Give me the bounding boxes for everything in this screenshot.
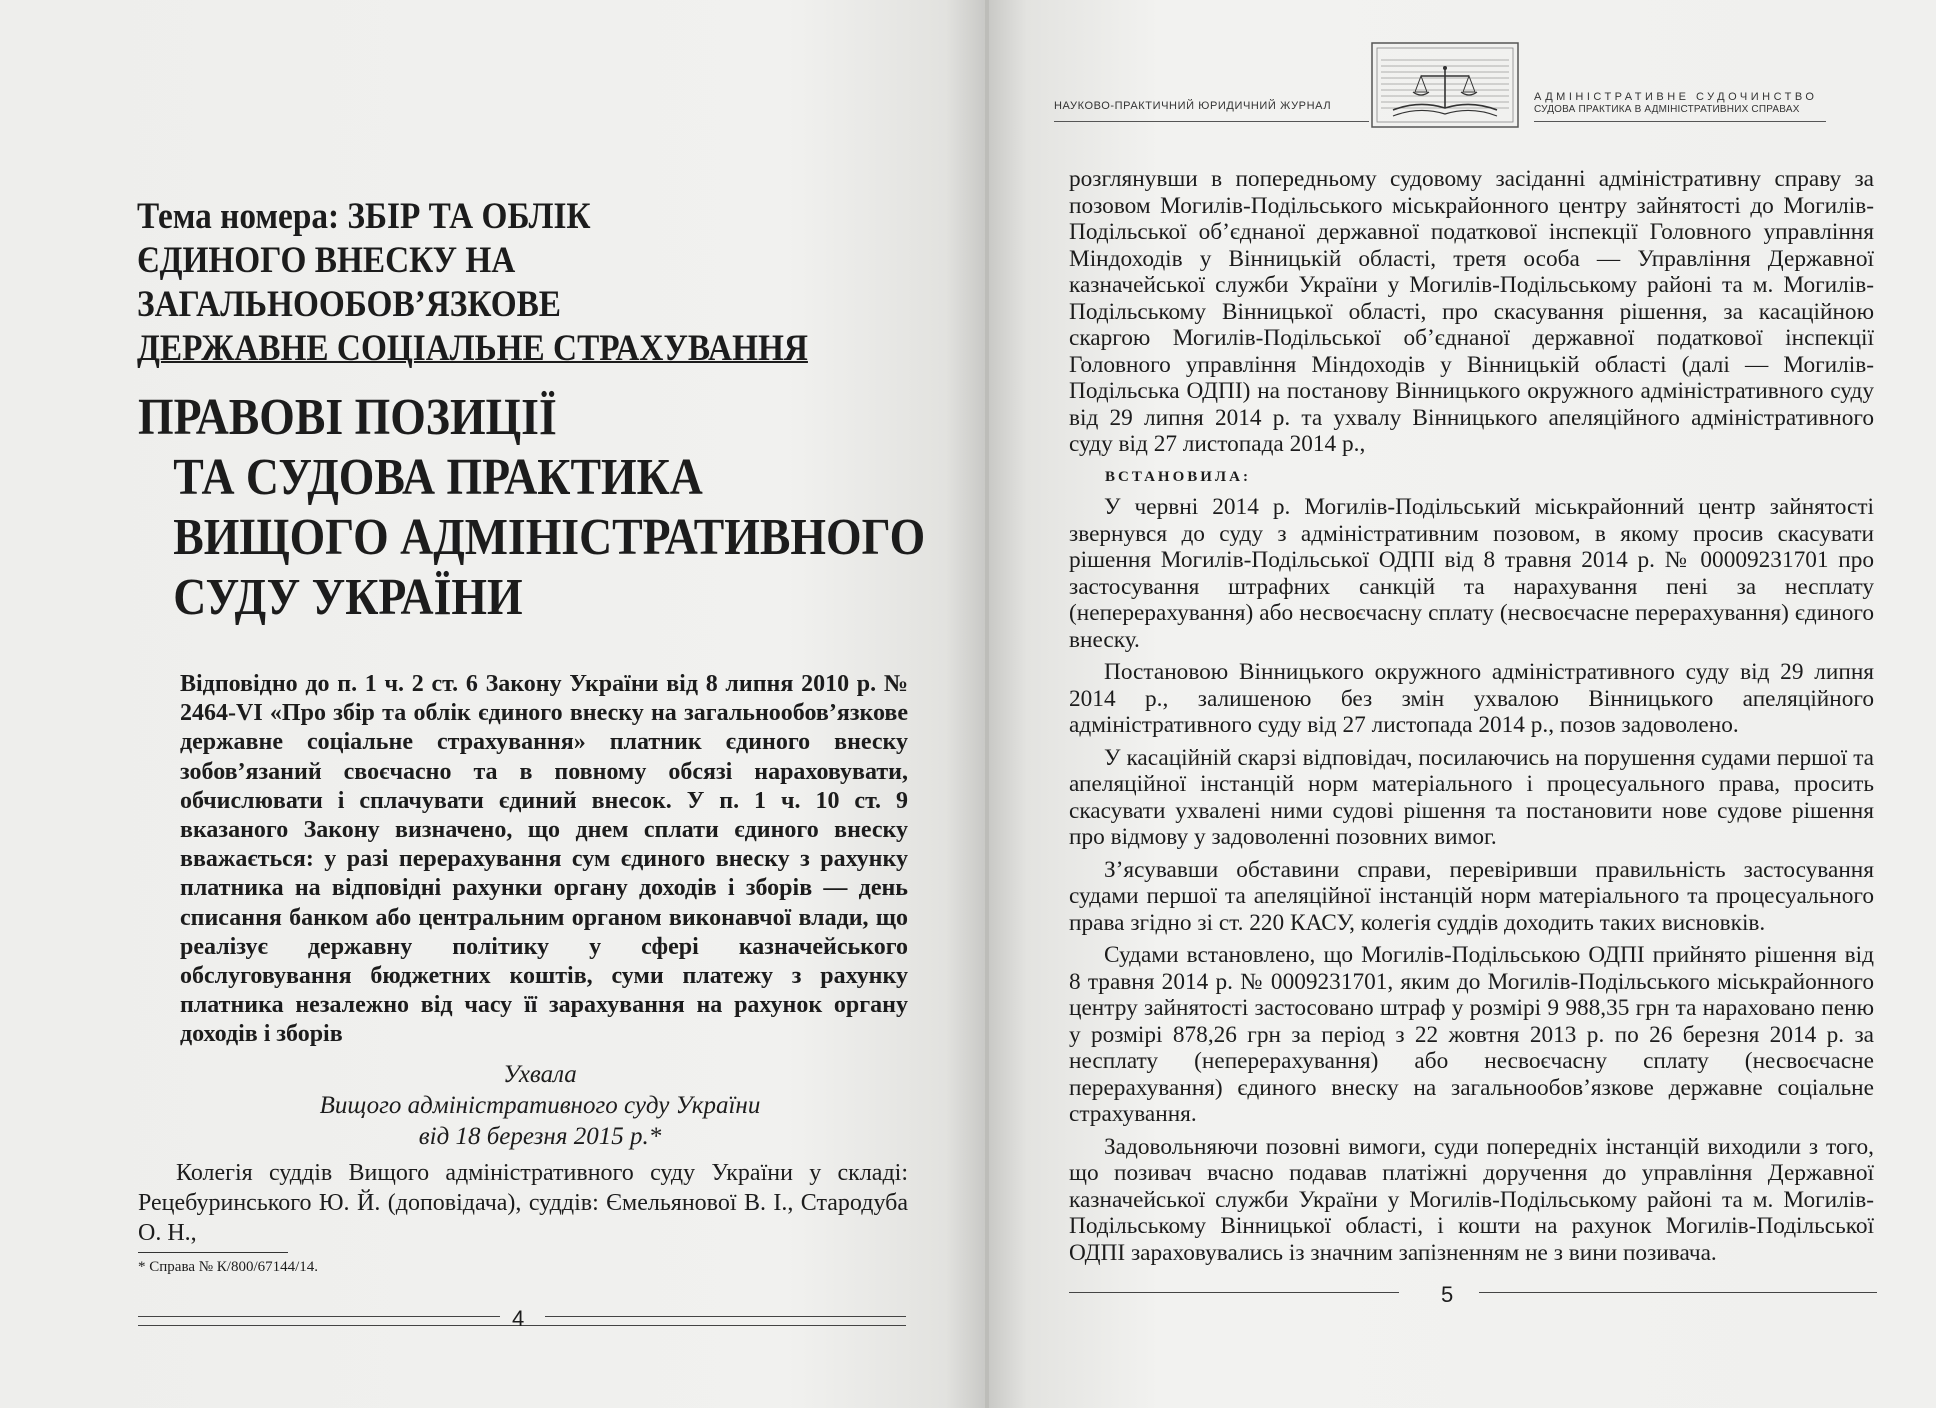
section-title	[138, 388, 926, 628]
journal-header-right-2: СУДОВА ПРАКТИКА В АДМІНІСТРАТИВНИХ СПРАВАХ	[1534, 104, 1800, 115]
paragraph-3: Постановою Вінницького окружного адміністративного суду від 29 липня 2014 р., залишеною без змін ухвалою Вінницького апеляційного адміністративного суду від 27 листопада 2014 р., позов задоволено.	[1069, 659, 1874, 738]
footer-rule-right	[545, 1316, 906, 1317]
decision-line-2: Вищого адміністративного суду України	[319, 1092, 761, 1119]
decision-line-3: від 18 березня 2015 р.*	[418, 1123, 662, 1150]
paragraph-7: Задовольняючи позовні вимоги, суди попередніх інстанцій виходили з того, що позивач вчасно подавав платіжні доручення до управління Державної казначейської служби України у Могилів-Подільському районі та м. Могилів-Подільському Вінницької області, і кошти на рахунок Могилів-Подільської ОДПІ зараховувались із значним запізненням не з вини позивача.	[1069, 1133, 1874, 1266]
header-rule-left	[1054, 121, 1369, 122]
footnote: * Справа № К/800/67144/14.	[138, 1259, 319, 1275]
scales-of-justice-book-icon	[1371, 42, 1519, 128]
topic-prefix: Тема номера:	[137, 196, 348, 237]
footnote-rule	[138, 1252, 288, 1253]
footer-rule-right-r	[1479, 1292, 1877, 1293]
decision-line-1: Ухвала	[503, 1061, 577, 1088]
page-number-left: 4	[512, 1306, 525, 1331]
topic-line-2: ЄДИНОГО ВНЕСКУ НА ЗАГАЛЬНООБОВ’ЯЗКОВЕ	[137, 240, 562, 325]
paragraph-5: З’ясувавши обставини справи, перевіривши правильність застосування судами першої та апеляційної інстанцій норм матеріального та процесуального права згідно зі ст. 220 КАСУ, колегія суддів доходить таких висновків.	[1069, 856, 1874, 936]
right-body	[1069, 166, 1874, 1272]
topic-line-3: ДЕРЖАВНЕ СОЦІАЛЬНЕ СТРАХУВАННЯ	[137, 328, 808, 369]
right-page	[989, 0, 1936, 1408]
decision-caption	[200, 1059, 880, 1152]
journal-header-right-1: АДМІНІСТРАТИВНЕ СУДОЧИНСТВО	[1534, 91, 1818, 103]
title-line-1: ПРАВОВІ ПОЗИЦІЇ	[138, 389, 557, 446]
issue-topic	[137, 195, 830, 371]
journal-header-left: НАУКОВО-ПРАКТИЧНИЙ ЮРИДИЧНИЙ ЖУРНАЛ	[1054, 100, 1332, 112]
paragraph-2: У червні 2014 р. Могилів-Подільський міськрайонний центр зайнятості звернувся до суду з адміністративним позовом, в якому просив скасувати рішення Могилів-Подільської ОДПІ від 8 травня 2014 р. № 00009231701 про застосування штрафних санкцій та нарахування пені за несплату (неперерахування) або несвоєчасну сплату (несвоєчасне перерахування) єдиного внеску.	[1069, 494, 1874, 653]
title-line-4: СУДУ УКРАЇНИ	[173, 569, 523, 626]
footer-rule-left	[138, 1316, 500, 1317]
left-body-paragraph: Колегія суддів Вищого адміністративного суду України у складі: Рецебуринського Ю. Й. (доповідача), суддів: Ємельянової В. І., Стародуба О. Н.,	[138, 1160, 908, 1246]
title-line-3: ВИЩОГО АДМІНІСТРАТИВНОГО	[173, 509, 926, 566]
paragraph-1: розглянувши в попередньому судовому засіданні адміністративну справу за позовом Могилів-Подільського міськрайонного центру зайнятості до Могилів-Подільської об’єднаної державної податкової інспекції Головного управління Міндоходів у Вінницькій області, третя особа — Управління Державної казначейської служби України у Могилів-Подільському районі та м. Могилів-Подільському Вінницької області, про скасування рішення, за касаційною скаргою Могилів-Подільської об’єднаної державної податкової інспекції Головного управління Міндоходів у Вінницькій області (далі — Могилів-Подільська ОДПІ) на постанову Вінницького окружного адміністративного суду від 29 липня 2014 р. та ухвалу Вінницького апеляційного адміністративного суду від 27 листопада 2014 р.,	[1069, 166, 1874, 457]
paragraph-4: У касаційній скарзі відповідач, посилаючись на порушення судами першої та апеляційної інстанцій норм матеріального і процесуального права, просить скасувати ухвалені ними судові рішення та постановити нове судове рішення про відмову у задоволенні позовних вимог.	[1069, 744, 1874, 850]
topic-line-1: ЗБІР ТА ОБЛІК	[347, 196, 591, 237]
page-number-right: 5	[1441, 1282, 1454, 1307]
footer-rule-left-r	[1069, 1292, 1399, 1293]
section-heading: ВСТАНОВИЛА:	[1105, 468, 1251, 485]
header-rule-right	[1534, 121, 1826, 122]
paragraph-6: Судами встановлено, що Могилів-Подільською ОДПІ прийнято рішення від 8 травня 2014 р. № 0009231701, яким до Могилів-Подільського міськрайонного центру зайнятості застосовано штраф у розмірі 9 988,35 грн та нараховано пеню у розмірі 878,26 грн за період з 22 жовтня 2013 р. по 26 березня 2014 р. за несплату (неперерахування) або несвоєчасну сплату (несвоєчасне перерахування) єдиного внеску на загальнообов’язкове державне соціальне страхування.	[1069, 942, 1874, 1127]
title-line-2: ТА СУДОВА ПРАКТИКА	[173, 449, 703, 506]
lead-paragraph: Відповідно до п. 1 ч. 2 ст. 6 Закону України від 8 липня 2010 р. № 2464-VI «Про збір та облік єдиного внеску на загальнообов’язкове державне соціальне страхування» платник єдиного внеску зобов’язаний своєчасно та в повному обсязі нараховувати, обчислювати і сплачувати єдиний внесок. У п. 1 ч. 10 ст. 9 вказаного Закону визначено, що днем сплати єдиного внеску вважається: у разі перерахування сум єдиного внеску з рахунку платника на відповідні рахунки органу доходів і зборів — день списання банком або центральним органом виконавчої влади, що реалізує державну політику у сфері казначейського обслуговування бюджетних коштів, суми платежу з рахунку платника незалежно від часу її зарахування на рахунок органу доходів і зборів	[180, 671, 908, 1048]
